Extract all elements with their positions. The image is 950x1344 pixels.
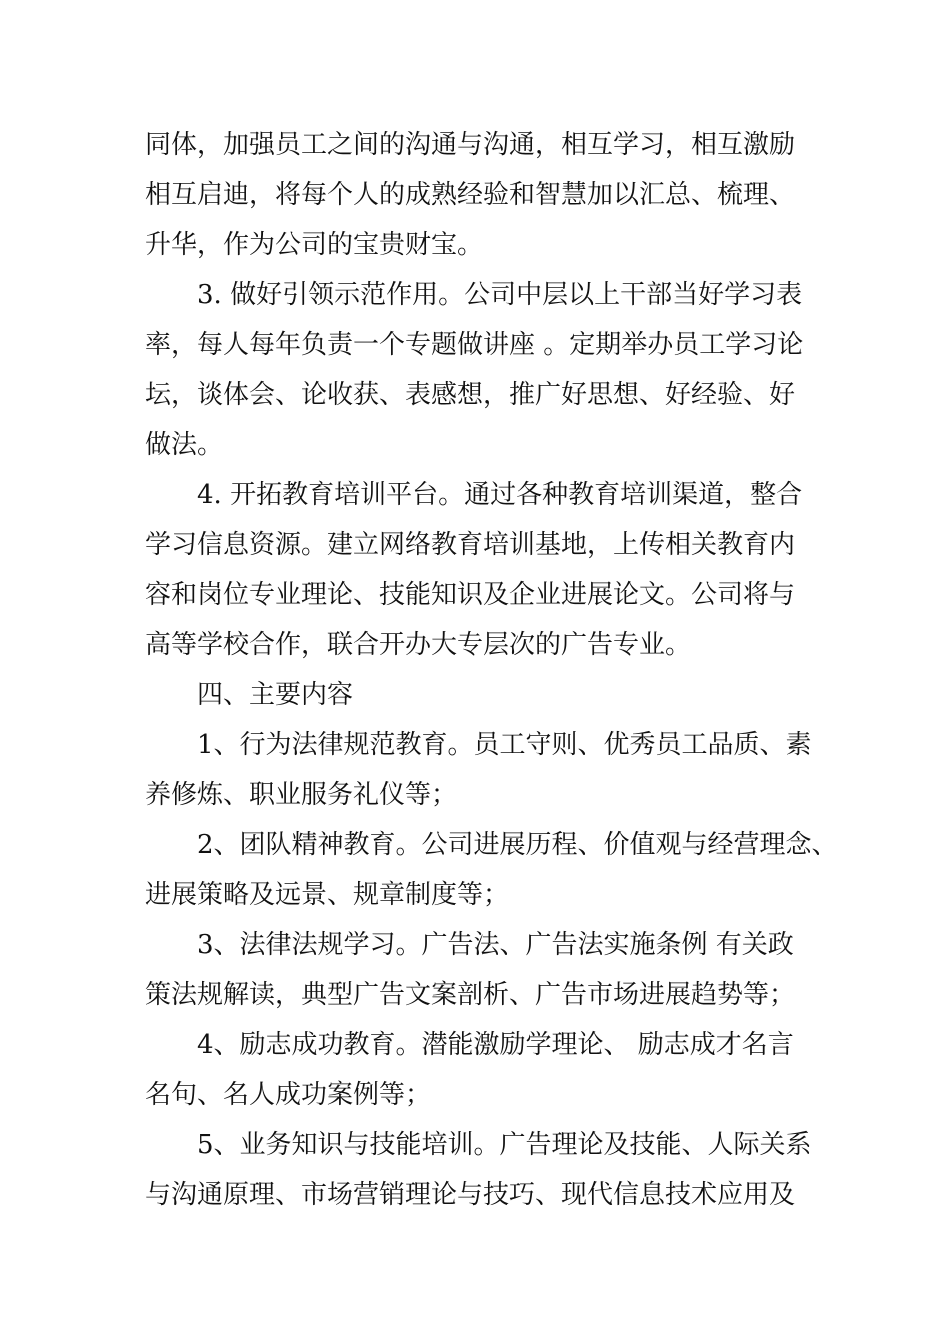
text-line: 做法。 [145,430,224,460]
text-line: 养修炼、职业服务礼仪等； [145,780,458,810]
text-line: 相互启迪，将每个人的成熟经验和智慧加以汇总、梳理、 [145,180,796,210]
document-body [145,120,838,1220]
text-line: 与沟通原理、市场营销理论与技巧、现代信息技术应用及 [145,1180,796,1210]
text-line: 3. 做好引领示范作用。公司中层以上干部当好学习表 [197,280,803,310]
text-line: 坛，谈体会、论收获、表感想，推广好思想、好经验、好 [145,380,796,410]
text-line: 2、团队精神教育。公司进展历程、价值观与经营理念、 [197,830,838,860]
text-line: 4. 开拓教育培训平台。通过各种教育培训渠道，整合 [197,480,803,510]
text-line: 升华，作为公司的宝贵财宝。 [145,230,484,260]
text-line: 率，每人每年负责一个专题做讲座 。定期举办员工学习论 [145,330,804,360]
text-line: 高等学校合作，联合开办大专层次的广告专业。 [145,630,692,660]
text-line: 策法规解读，典型广告文案剖析、广告市场进展趋势等； [145,980,796,1010]
text-line: 4、励志成功教育。潜能激励学理论、 励志成才名言 [197,1030,794,1060]
text-line: 1、行为法律规范教育。员工守则、优秀员工品质、素 [197,730,812,760]
text-line: 3、法律法规学习。广告法、广告法实施条例 有关政 [197,930,794,960]
text-line: 5、业务知识与技能培训。广告理论及技能、人际关系 [197,1130,812,1160]
text-line: 同体，加强员工之间的沟通与沟通，相互学习，相互激励 [145,130,796,160]
text-line: 四、主要内容 [197,680,354,710]
text-line: 进展策略及远景、规章制度等； [145,880,510,910]
text-line: 学习信息资源。建立网络教育培训基地，上传相关教育内 [145,530,796,560]
text-line: 容和岗位专业理论、技能知识及企业进展论文。公司将与 [145,580,796,610]
text-line: 名句、名人成功案例等； [145,1080,432,1110]
